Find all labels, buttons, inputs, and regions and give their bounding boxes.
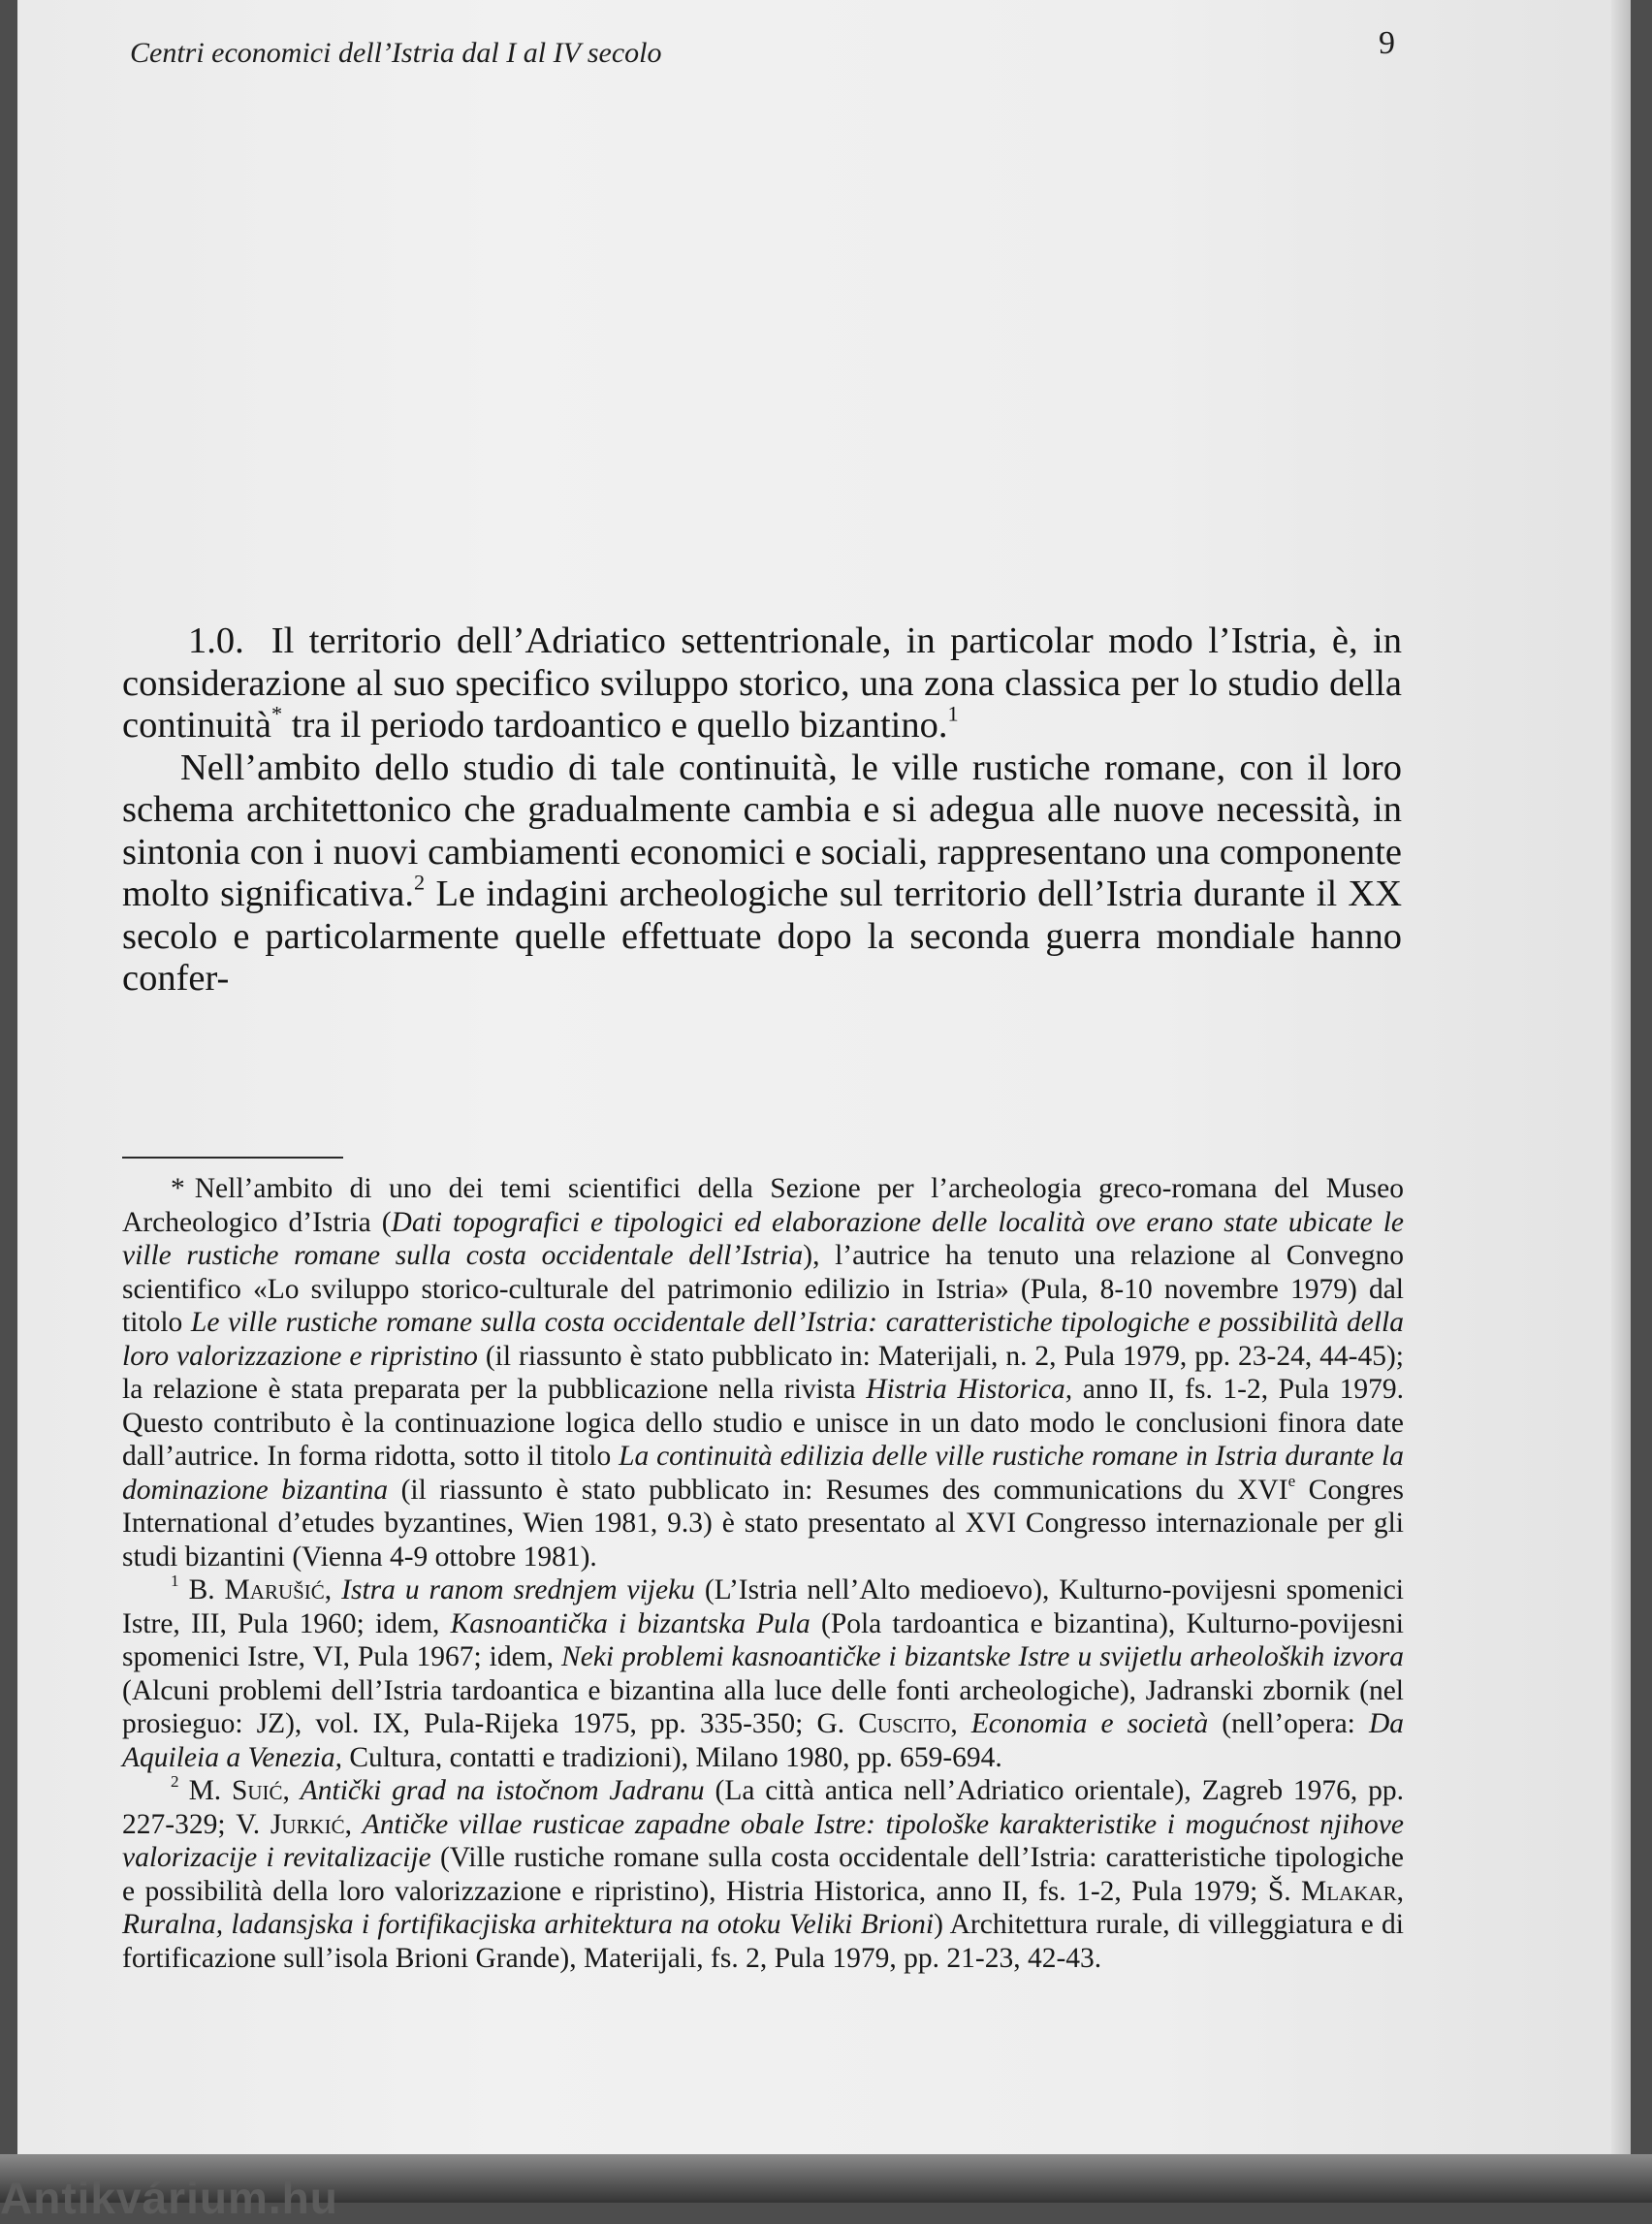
footnote-separator: [122, 1157, 343, 1159]
paragraph-1: [122, 620, 1402, 747]
footnote-star-italic-d: La continuità edilizia delle ville rustiche romane in Istria durante la dominazione bizantina: [122, 1441, 1404, 1506]
footnote-star-text-a: Nell’ambito di uno dei temi scientifici della Sezione per l’archeologia greco-romana del Museo Archeologico d’Istria (: [122, 1173, 1404, 1238]
footnotes: [122, 1172, 1404, 1975]
footnote-star-superscript: e: [1287, 1471, 1296, 1490]
footnote-star-italic-a: Dati topografici e tipologici ed elaborazione delle località ove erano state ubicate le ville rustiche romane sulla costa occidentale dell’Istria: [122, 1206, 1404, 1271]
footnote-star-text-c: (il riassunto è stato pubblicato in: Materijali, n. 2, Pula 1979, pp. 23-24, 44-45); la relazione è stata preparata per la pubblicazione nella rivista: [122, 1340, 1404, 1405]
page-number: 9: [1379, 25, 1395, 61]
paragraph-1-text-end: tra il periodo tardoantico e quello bizantino.: [282, 705, 948, 746]
footnote-ref-2: 2: [414, 870, 426, 895]
footnote-2-author-2: V. Jurkić,: [236, 1808, 353, 1840]
footnote-2-text-2: (Ville rustiche romane sulla costa occidentale dell’Istria: caratteristiche tipologiche e possibilità della loro valorizzazione e ripristino), Histria Historica, anno II, fs. 1-2, Pula 1979;: [122, 1842, 1404, 1907]
footnote-star-text-d: anno II, fs. 1-2, Pula 1979. Questo contributo è la continuazione logica dello studio e unisce in un dato modo le conclusioni finora date dall’autrice. In forma ridotta, sotto il titolo: [122, 1374, 1404, 1472]
paragraph-1-text: Il territorio dell’Adriatico settentrionale, in particolar modo l’Istria, è, in considerazione al suo specifico sviluppo storico, una zona classica per lo studio della continuità: [122, 620, 1402, 746]
footnote-star-text-b: ), l’autrice ha tenuto una relazione al Convegno scientifico «Lo sviluppo storico-culturale del patrimonio edilizio in Istria» (Pula, 8-10 novembre 1979) dal titolo: [122, 1240, 1405, 1338]
section-number: 1.0.: [188, 620, 244, 661]
footnote-star-mark: *: [171, 1173, 185, 1204]
footnote-1-mark: 1: [171, 1572, 179, 1591]
footnote-1-text-4: (nell’opera:: [1208, 1708, 1369, 1739]
footnote-1-title-4: Economia e società: [970, 1708, 1209, 1739]
footnote-2-text-1: (La città antica nell’Adriatico orientale), Zagreb 1976, pp. 227-329;: [122, 1775, 1404, 1840]
footnote-1-title-2: Kasnoantička i bizantska Pula: [450, 1607, 810, 1639]
footnote-1-text-3: (Alcuni problemi dell’Istria tardoantica e bizantina alla luce delle fonti archeologiche), Jadranski zbornik (nel prosieguo: JZ), vol. IX, Pula-Rijeka 1975, pp. 335-350;: [122, 1674, 1404, 1739]
watermark: Antikvárium.hu: [0, 2173, 338, 2223]
main-text: [122, 620, 1402, 1001]
footnote-1-text-2: (Pola tardoantica e bizantina), Kulturno-povijesni spomenici Istre, VI, Pula 1967; idem,: [122, 1607, 1404, 1672]
page-edge: [1611, 0, 1631, 2181]
footnote-star-italic-c: Histria Historica,: [866, 1374, 1073, 1405]
footnote-2-author-1: M. Suić,: [188, 1775, 290, 1806]
running-head: Centri economici dell’Istria dal I al IV secolo: [130, 37, 662, 69]
paragraph-2: [122, 747, 1402, 1001]
footnote-1-text-1: (L’Istria nell’Alto medioevo), Kulturno-povijesni spomenici Istre, III, Pula 1960; idem,: [122, 1574, 1404, 1639]
footnote-star-text-f: Congres International d’etudes byzantines, Wien 1981, 9.3) è stato presentato al XVI Congresso internazionale per gli studi bizantini (Vienna 4-9 ottobre 1981).: [122, 1474, 1404, 1573]
footnote-ref-1: 1: [947, 701, 959, 726]
footnote-2: [122, 1774, 1404, 1975]
footnote-2-author-3: Š. Mlakar,: [1267, 1875, 1404, 1907]
asterisk-note-ref: *: [270, 701, 283, 726]
footnote-2-title-3: Ruralna, ladansjska i fortifikacjiska arhitektura na otoku Veliki Brioni: [122, 1909, 935, 1940]
footnote-1-author-2: G. Cuscito,: [816, 1708, 958, 1739]
paragraph-2-text: Nell’ambito dello studio di tale continuità, le ville rustiche romane, con il loro schema architettonico che gradualmente cambia e si adegua alle nuove necessità, in sintonia con i nuovi cambiamenti economici e sociali, rappresentano una componente molto significativa.: [122, 747, 1402, 914]
footnote-2-title-1: Antički grad na istočnom Jadranu: [300, 1775, 705, 1806]
footnote-star-text-e: (il riassunto è stato pubblicato in: Resumes des communications du XVI: [388, 1474, 1288, 1506]
footnote-1-title-3: Neki problemi kasnoantičke i bizantske Istre u svijetlu arheoloških izvora: [561, 1641, 1404, 1672]
footnote-1-author-1: B. Marušić,: [188, 1574, 333, 1605]
footnote-1-title-5: Da Aquileia a Venezia,: [122, 1708, 1404, 1773]
footnote-1-title-1: Istra u ranom srednjem vijeku: [341, 1574, 695, 1605]
footnote-star: [122, 1172, 1404, 1573]
paragraph-2-text-end: Le indagini archeologiche sul territorio dell’Istria durante il XX secolo e particolarmente quelle effettuate dopo la seconda guerra mondiale hanno confer-: [122, 874, 1402, 999]
footnote-star-italic-b: Le ville rustiche romane sulla costa occidentale dell’Istria: caratteristiche tipologiche e possibilità della loro valorizzazione e ripristino: [122, 1307, 1404, 1372]
footnote-1-text-5: Cultura, contatti e tradizioni), Milano 1980, pp. 659-694.: [341, 1741, 1002, 1773]
footnote-2-text-3: ) Architettura rurale, di villeggiatura e di fortificazione sull’isola Brioni Grande), Materijali, fs. 2, Pula 1979, pp. 21-23, 42-43.: [122, 1909, 1404, 1974]
footnote-2-title-2: Antičke villae rusticae zapadne obale Istre: tipološke karakteristike i mogućnost njihove valorizacije i revitalizacije: [122, 1808, 1404, 1873]
footnote-2-mark: 2: [171, 1772, 179, 1792]
footnote-1: [122, 1573, 1404, 1774]
